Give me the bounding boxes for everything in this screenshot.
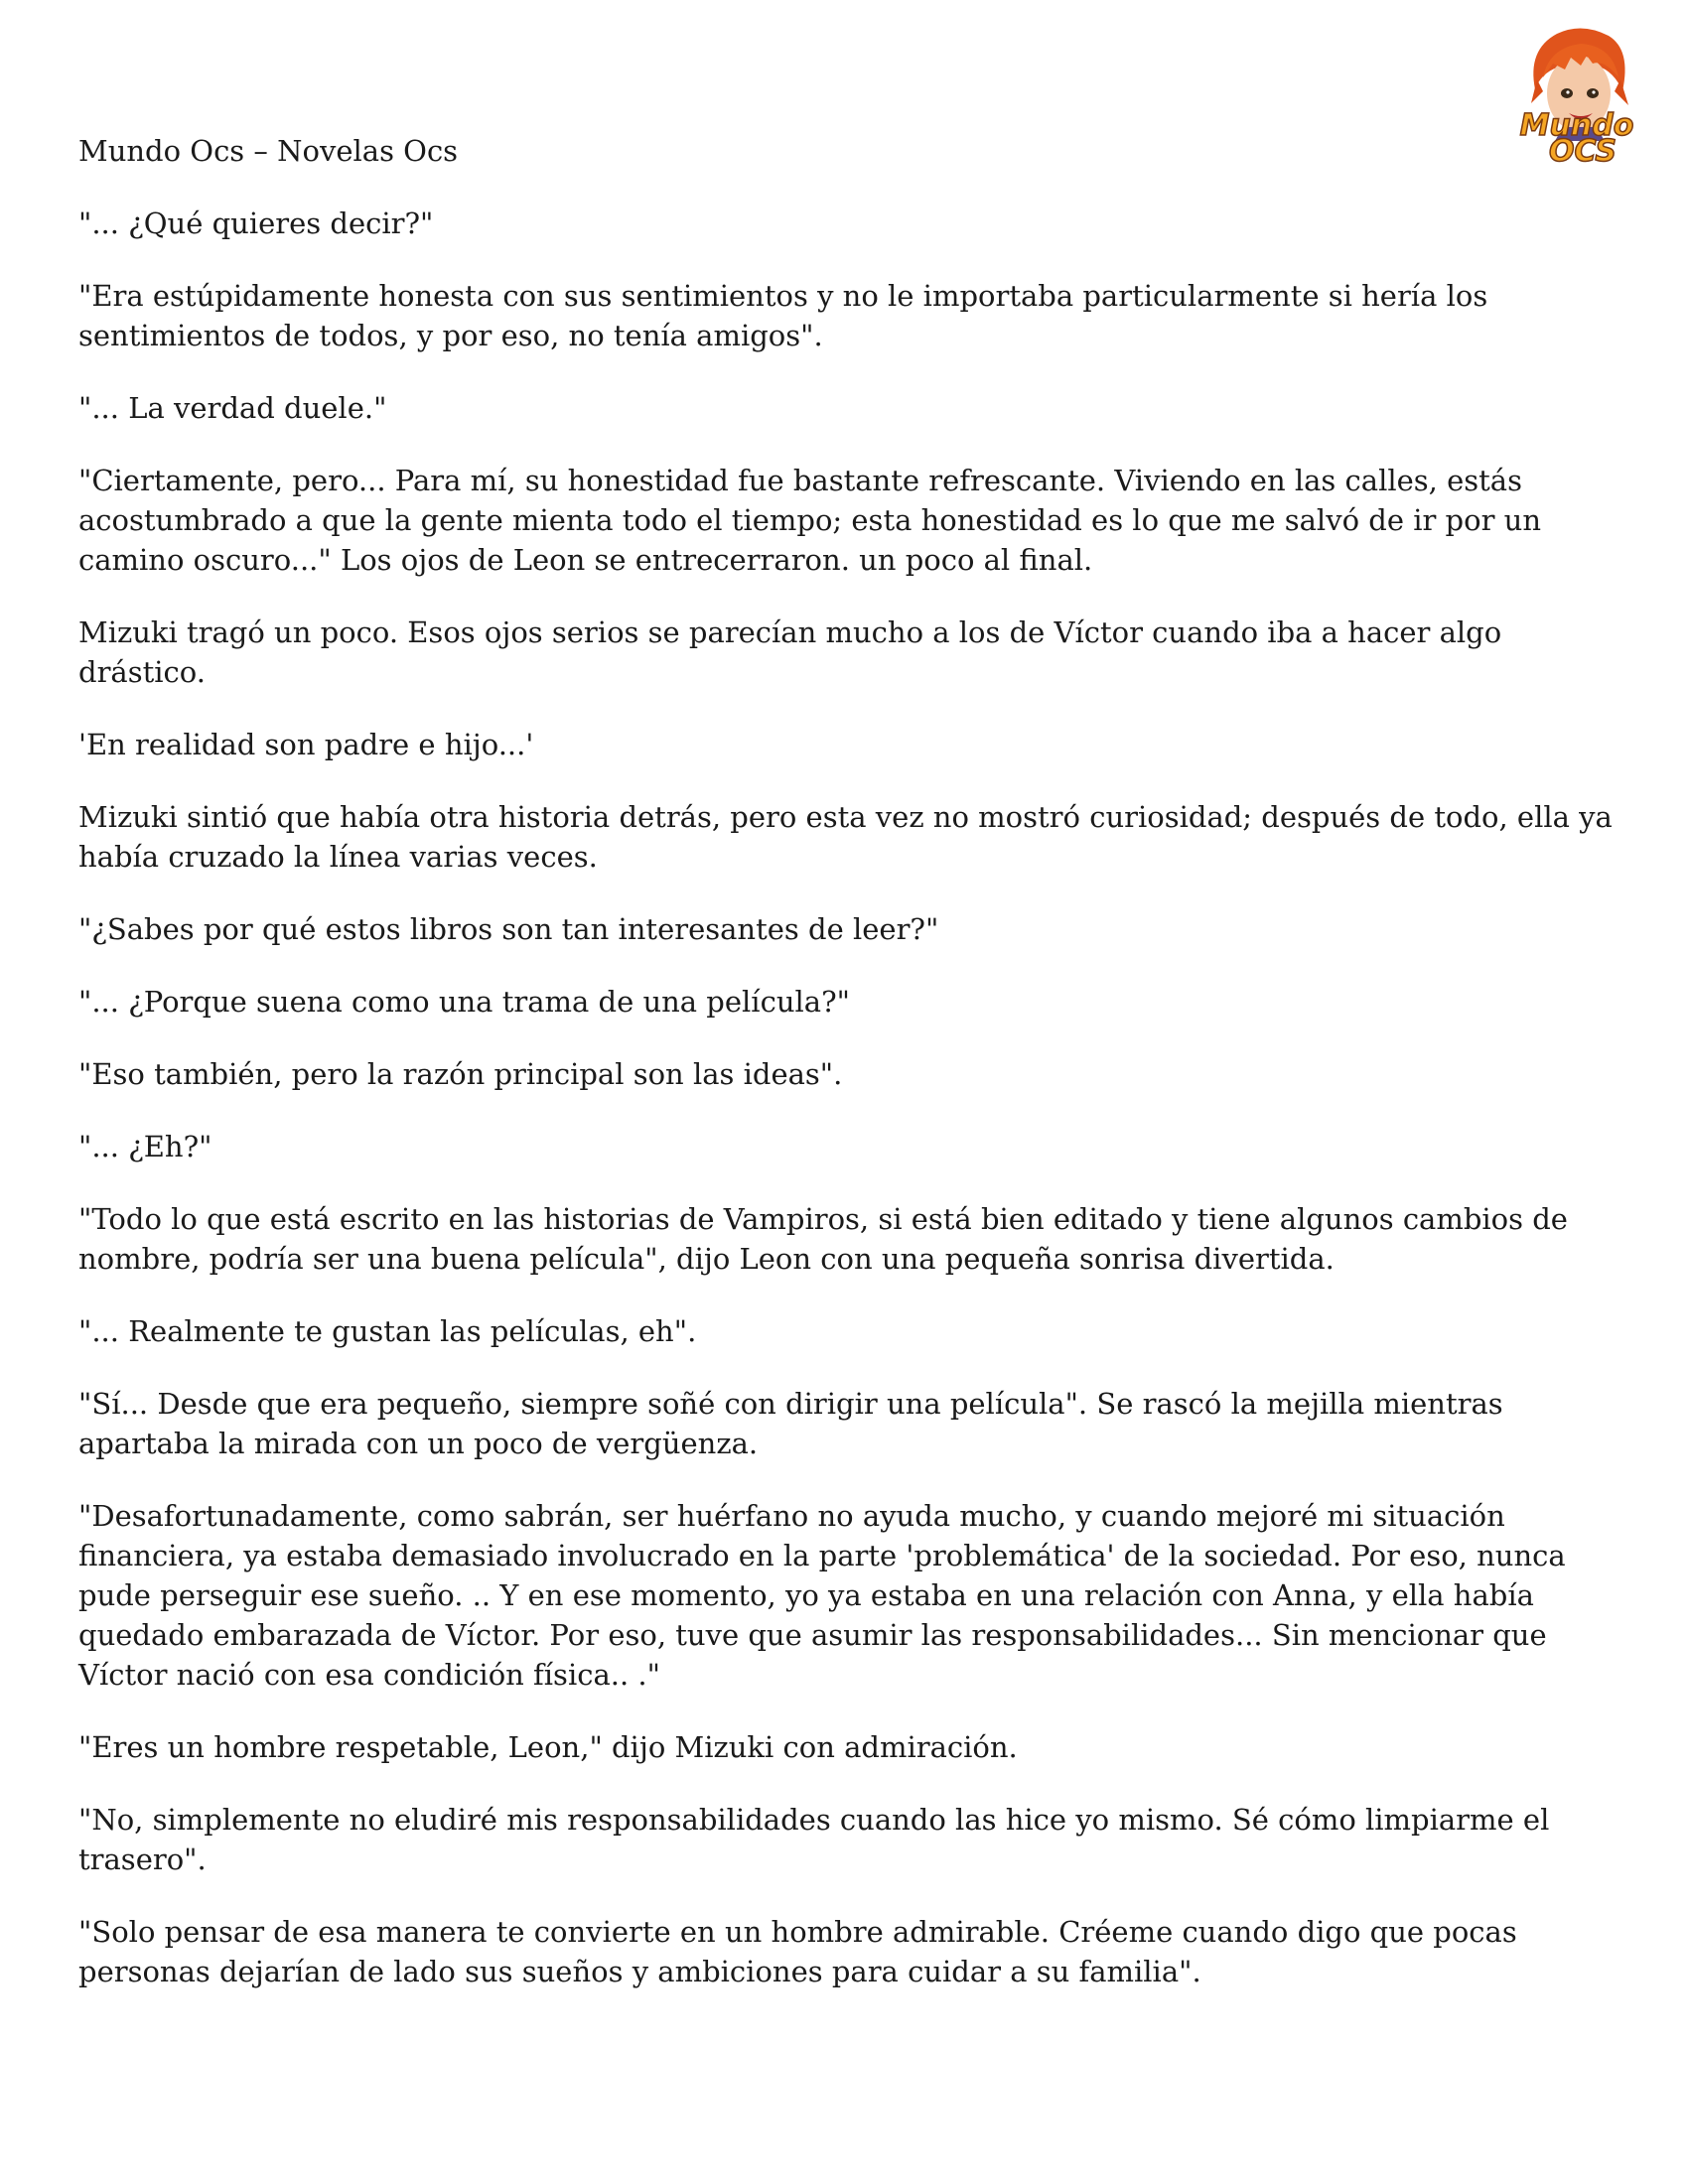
paragraph-9: "... ¿Porque suena como una trama de una película?" (78, 985, 850, 1019)
paragraph-4: "Ciertamente, pero... Para mí, su honestidad fue bastante refrescante. Viviendo en las calles, estás acostumbrado a que la gente mienta todo el tiempo; esta honestidad es lo que me salvó de ir por un camino oscuro..." Los ojos de Leon se entrecerraron. un poco al final. (78, 464, 1542, 577)
paragraph-10: "Eso también, pero la razón principal son las ideas". (78, 1057, 843, 1091)
paragraph-14: "Sí... Desde que era pequeño, siempre soñé con dirigir una película". Se rascó la mejilla mientras apartaba la mirada con un poco de vergüenza. (78, 1387, 1503, 1460)
document-header-title: Mundo Ocs – Novelas Ocs (78, 134, 459, 168)
paragraph-5: Mizuki tragó un poco. Esos ojos serios se parecían mucho a los de Víctor cuando iba a hacer algo drástico. (78, 615, 1502, 689)
paragraph-6: 'En realidad son padre e hijo...' (78, 728, 534, 761)
paragraph-2: "Era estúpidamente honesta con sus sentimientos y no le importaba particularmente si hería los sentimientos de todos, y por eso, no tenía amigos". (78, 279, 1488, 352)
logo-text-mundo: Mundo (1519, 108, 1634, 143)
logo-text-ocs: OCS (1548, 134, 1618, 169)
paragraph-18: "Solo pensar de esa manera te convierte en un hombre admirable. Créeme cuando digo que pocas personas dejarían de lado sus sueños y ambiciones para cuidar a su familia". (78, 1915, 1517, 1988)
paragraph-15: "Desafortunadamente, como sabrán, ser huérfano no ayuda mucho, y cuando mejoré mi situación financiera, ya estaba demasiado involucrado en la parte 'problemática' de la sociedad. Por eso, nunca pude perseguir ese sueño. .. Y en ese momento, yo ya estaba en una relación con Anna, y ella había quedado embarazada de Víctor. Por eso, tuve que asumir las responsabilidades... Sin mencionar que Víctor nació con esa condición física.. ." (78, 1499, 1566, 1692)
paragraph-17: "No, simplemente no eludiré mis responsabilidades cuando las hice yo mismo. Sé cómo limpiarme el trasero". (78, 1803, 1550, 1876)
document-body (78, 131, 1627, 2024)
paragraph-3: "... La verdad duele." (78, 391, 387, 425)
paragraph-16: "Eres un hombre respetable, Leon," dijo Mizuki con admiración. (78, 1730, 1018, 1764)
paragraph-12: "Todo lo que está escrito en las historias de Vampiros, si está bien editado y tiene algunos cambios de nombre, podría ser una buena película", dijo Leon con una pequeña sonrisa divertida. (78, 1202, 1568, 1276)
paragraph-7: Mizuki sintió que había otra historia detrás, pero esta vez no mostró curiosidad; después de todo, ella ya había cruzado la línea varias veces. (78, 800, 1613, 874)
paragraph-13: "... Realmente te gustan las películas, eh". (78, 1314, 697, 1348)
paragraph-11: "... ¿Eh?" (78, 1130, 212, 1163)
paragraph-8: "¿Sabes por qué estos libros son tan interesantes de leer?" (78, 912, 939, 946)
paragraph-1: "... ¿Qué quieres decir?" (78, 206, 434, 240)
